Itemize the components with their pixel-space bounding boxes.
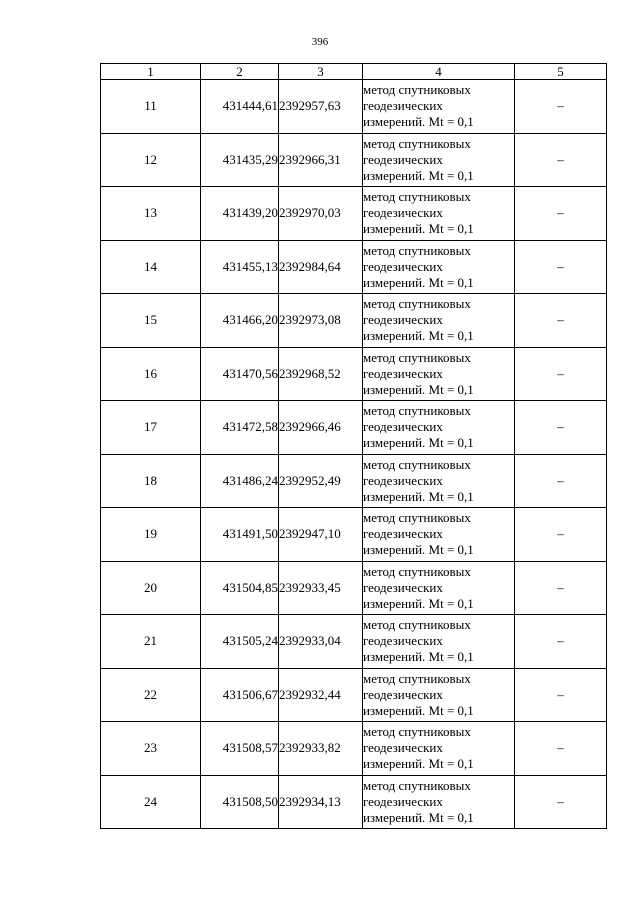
coordinate-x: 431486,24 [201,454,279,508]
coordinate-x: 431506,67 [201,668,279,722]
table-header-row [101,64,607,80]
table-row [101,561,607,615]
note-dash: – [515,775,607,829]
coordinate-y: 2392966,31 [279,133,363,187]
note-dash: – [515,561,607,615]
table-row [101,508,607,562]
column-header-5: 5 [515,64,607,80]
method-line: геодезических [363,793,443,809]
method-description [363,508,515,562]
point-number: 17 [101,401,201,455]
method-line: измерений. Mt = 0,1 [363,167,474,183]
method-line: метод спутниковых [363,403,471,419]
method-line: геодезических [363,633,443,649]
coordinate-x: 431504,85 [201,561,279,615]
method-line: метод спутниковых [363,82,471,98]
method-description [363,668,515,722]
method-line: геодезических [363,98,443,114]
method-line: измерений. Mt = 0,1 [363,114,474,130]
method-line: геодезических [363,579,443,595]
method-line: метод спутниковых [363,349,471,365]
note-dash: – [515,133,607,187]
method-line: измерений. Mt = 0,1 [363,488,474,504]
note-dash: – [515,347,607,401]
method-line: геодезических [363,365,443,381]
point-number: 22 [101,668,201,722]
method-line: измерений. Mt = 0,1 [363,221,474,237]
table-row [101,294,607,348]
point-number: 18 [101,454,201,508]
method-line: измерений. Mt = 0,1 [363,328,474,344]
point-number: 14 [101,240,201,294]
point-number: 12 [101,133,201,187]
method-line: метод спутниковых [363,617,471,633]
coordinate-y: 2392970,03 [279,187,363,241]
table-row [101,401,607,455]
method-line: метод спутниковых [363,189,471,205]
method-line: измерений. Mt = 0,1 [363,809,474,825]
point-number: 16 [101,347,201,401]
note-dash: – [515,187,607,241]
method-line: измерений. Mt = 0,1 [363,274,474,290]
page-number: 396 [311,36,329,48]
point-number: 23 [101,722,201,776]
table-row [101,722,607,776]
method-line: геодезических [363,312,443,328]
column-header-2: 2 [201,64,279,80]
method-line: измерений. Mt = 0,1 [363,542,474,558]
method-description [363,133,515,187]
point-number: 21 [101,615,201,669]
method-line: метод спутниковых [363,296,471,312]
coordinate-x: 431472,58 [201,401,279,455]
method-description [363,187,515,241]
method-line: геодезических [363,472,443,488]
table-row [101,775,607,829]
method-description [363,240,515,294]
method-line: геодезических [363,419,443,435]
method-description [363,775,515,829]
coordinate-y: 2392973,08 [279,294,363,348]
coordinate-y: 2392933,82 [279,722,363,776]
coordinate-y: 2392984,64 [279,240,363,294]
coordinate-x: 431508,57 [201,722,279,776]
column-header-4: 4 [363,64,515,80]
point-number: 20 [101,561,201,615]
method-line: метод спутниковых [363,242,471,258]
coordinate-y: 2392932,44 [279,668,363,722]
table-row [101,80,607,134]
method-line: метод спутниковых [363,670,471,686]
method-description [363,722,515,776]
method-line: измерений. Mt = 0,1 [363,435,474,451]
method-line: метод спутниковых [363,456,471,472]
coordinate-y: 2392933,45 [279,561,363,615]
method-description [363,615,515,669]
coordinate-x: 431439,20 [201,187,279,241]
note-dash: – [515,294,607,348]
coordinate-y: 2392947,10 [279,508,363,562]
coordinate-x: 431505,24 [201,615,279,669]
method-line: геодезических [363,526,443,542]
method-description [363,561,515,615]
method-line: измерений. Mt = 0,1 [363,381,474,397]
table-row [101,240,607,294]
method-line: геодезических [363,686,443,702]
coordinate-y: 2392968,52 [279,347,363,401]
coordinate-y: 2392933,04 [279,615,363,669]
method-description [363,454,515,508]
coordinate-x: 431435,29 [201,133,279,187]
method-line: геодезических [363,740,443,756]
method-description [363,294,515,348]
coordinate-x: 431444,61 [201,80,279,134]
method-line: метод спутниковых [363,135,471,151]
note-dash: – [515,401,607,455]
point-number: 24 [101,775,201,829]
method-line: геодезических [363,205,443,221]
method-line: метод спутниковых [363,563,471,579]
note-dash: – [515,508,607,562]
table-row [101,668,607,722]
coordinate-x: 431470,56 [201,347,279,401]
column-header-1: 1 [101,64,201,80]
point-number: 13 [101,187,201,241]
coordinate-y: 2392957,63 [279,80,363,134]
method-description [363,401,515,455]
method-description [363,347,515,401]
point-number: 11 [101,80,201,134]
point-number: 15 [101,294,201,348]
method-line: измерений. Mt = 0,1 [363,756,474,772]
table-row [101,187,607,241]
table-body [101,80,607,829]
coordinate-x: 431466,20 [201,294,279,348]
table-row [101,347,607,401]
coordinate-x: 431508,50 [201,775,279,829]
table-row [101,133,607,187]
note-dash: – [515,80,607,134]
method-line: измерений. Mt = 0,1 [363,595,474,611]
method-line: метод спутниковых [363,724,471,740]
method-description [363,80,515,134]
coordinate-x: 431491,50 [201,508,279,562]
table-row [101,615,607,669]
note-dash: – [515,240,607,294]
table-row [101,454,607,508]
method-line: измерений. Mt = 0,1 [363,702,474,718]
coordinates-table [100,63,607,829]
coordinate-y: 2392952,49 [279,454,363,508]
method-line: метод спутниковых [363,510,471,526]
method-line: метод спутниковых [363,777,471,793]
note-dash: – [515,722,607,776]
note-dash: – [515,615,607,669]
method-line: измерений. Mt = 0,1 [363,649,474,665]
method-line: геодезических [363,151,443,167]
coordinate-y: 2392934,13 [279,775,363,829]
point-number: 19 [101,508,201,562]
coordinate-x: 431455,13 [201,240,279,294]
method-line: геодезических [363,258,443,274]
note-dash: – [515,454,607,508]
note-dash: – [515,668,607,722]
column-header-3: 3 [279,64,363,80]
coordinate-y: 2392966,46 [279,401,363,455]
